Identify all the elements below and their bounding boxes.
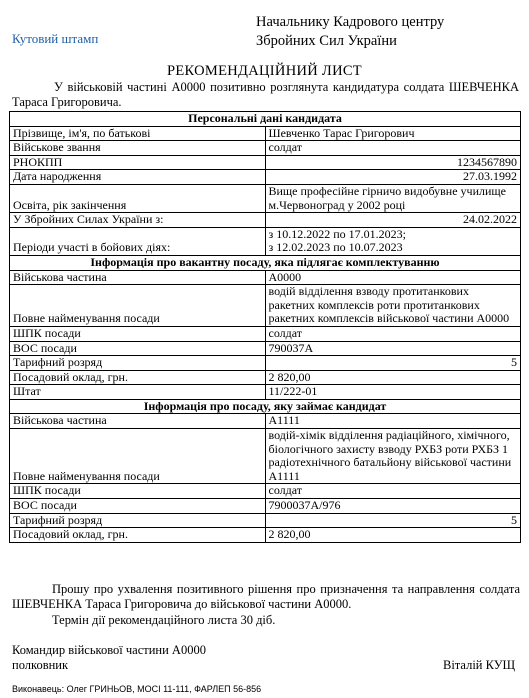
rnokpp-value: 1234567890 [265,155,521,170]
executor-line: Виконавець: Олег ГРИНЬОВ, МОСІ 11-111, ФАРЛЕП 56-856 [12,684,262,694]
vacant-shpk-value: солдат [265,326,521,341]
section-header-row [10,112,521,127]
field-label: Посадовий оклад, грн. [10,370,266,385]
table-row [10,213,521,228]
vacant-grade-value: 5 [265,356,521,371]
table-row [10,429,521,484]
education-line: Вище професійне гірничо видобувне училище [268,183,506,198]
field-label: Військове звання [10,141,266,156]
table-row [10,385,521,400]
position-line: радіотехнічного батальйону військової частини [268,455,512,470]
document-title: РЕКОМЕНДАЦІЙНИЙ ЛИСТ [167,63,362,79]
table-row [10,499,521,514]
validity-paragraph: Термін дії рекомендаційного листа 30 діб. [52,613,276,627]
education-value [265,184,521,212]
position-line: водій-хімік відділення радіаційного, хімічного, [268,428,510,443]
current-position-value [265,429,521,484]
signatory-position: Командир військової частини А0000 [12,643,206,657]
field-label: Військова частина [10,270,266,285]
vacant-vos-value: 790037А [265,341,521,356]
vacant-position-value [265,285,521,327]
vacant-unit-value: А0000 [265,270,521,285]
section-title-vacant: Інформація про вакантну посаду, яка підлягає комплектуванню [10,255,521,270]
combat-period: з 10.12.2022 по 17.01.2023; [268,226,406,241]
current-vos-value: 7900037А/976 [265,499,521,514]
addressee-line: Начальнику Кадрового центру [256,14,445,30]
field-label: Тарифний розряд [10,513,266,528]
dob-value: 27.03.1992 [265,170,521,185]
section-header-row [10,255,521,270]
field-label: РНОКПП [10,155,266,170]
field-label: Військова частина [10,414,266,429]
field-label: У Збройних Силах України з: [10,213,266,228]
current-shpk-value: солдат [265,484,521,499]
field-label: Тарифний розряд [10,356,266,371]
field-label: Освіта, рік закінчення [10,184,266,212]
intro-paragraph: У військовій частині А0000 позитивно розглянута кандидатура солдата ШЕВЧЕНКА Тараса Григоровича. [12,80,519,109]
vacant-staff-value: 11/222-01 [265,385,521,400]
position-line: ракетних комплексів роти протитанкових [268,297,480,312]
table-row [10,227,521,255]
recommendation-table [9,111,521,543]
signatory-name: Віталій КУЩ [443,658,516,672]
current-grade-value: 5 [265,513,521,528]
combat-period: з 12.02.2023 по 10.07.2023 [268,240,403,255]
field-label: Повне найменування посади [10,429,266,484]
table-row [10,270,521,285]
position-line: А1111 [268,468,300,483]
section-title-current: Інформація про посаду, яку займає кандидат [10,399,521,414]
field-label: Періоди участі в бойових діях: [10,227,266,255]
rank-value: солдат [265,141,521,156]
service-start-value: 24.02.2022 [265,213,521,228]
field-label: ВОС посади [10,499,266,514]
combat-periods-value [265,227,521,255]
table-row [10,326,521,341]
field-label: ШПК посади [10,484,266,499]
current-unit-value: А1111 [265,414,521,429]
table-row [10,170,521,185]
field-label: Дата народження [10,170,266,185]
vacant-salary-value: 2 820,00 [265,370,521,385]
request-paragraph: Прошу про ухвалення позитивного рішення про призначення та направлення солдата ШЕВЧЕНКА Тараса Григоровича до військової частини А0000. [12,582,520,611]
field-label: Повне найменування посади [10,285,266,327]
corner-stamp: Кутовий штамп [12,31,99,46]
field-label: Посадовий оклад, грн. [10,528,266,543]
table-row [10,126,521,141]
section-title-personal: Персональні дані кандидата [10,112,521,127]
signatory-block [12,643,206,673]
table-row [10,184,521,212]
table-row [10,285,521,327]
table-row [10,370,521,385]
field-label: ШПК посади [10,326,266,341]
signatory-rank: полковник [12,658,69,672]
education-line: м.Червоноград у 2002 році [268,197,406,212]
addressee-line: Збройних Сил України [256,33,397,49]
table-row [10,155,521,170]
addressee [256,13,444,51]
position-line: біологічного захисту взводу РХБЗ роти РХБЗ 1 [268,441,509,456]
current-salary-value: 2 820,00 [265,528,521,543]
table-row [10,341,521,356]
full-name-value: Шевченко Тарас Григорович [265,126,521,141]
position-line: водій відділення взводу протитанкових [268,284,469,299]
section-header-row [10,399,521,414]
position-line: ракетних комплексів військової частини А0000 [268,311,510,326]
table-row [10,141,521,156]
table-row [10,356,521,371]
table-row [10,484,521,499]
table-row [10,528,521,543]
field-label: Штат [10,385,266,400]
field-label: Прізвище, ім'я, по батькові [10,126,266,141]
field-label: ВОС посади [10,341,266,356]
table-row [10,414,521,429]
table-row [10,513,521,528]
